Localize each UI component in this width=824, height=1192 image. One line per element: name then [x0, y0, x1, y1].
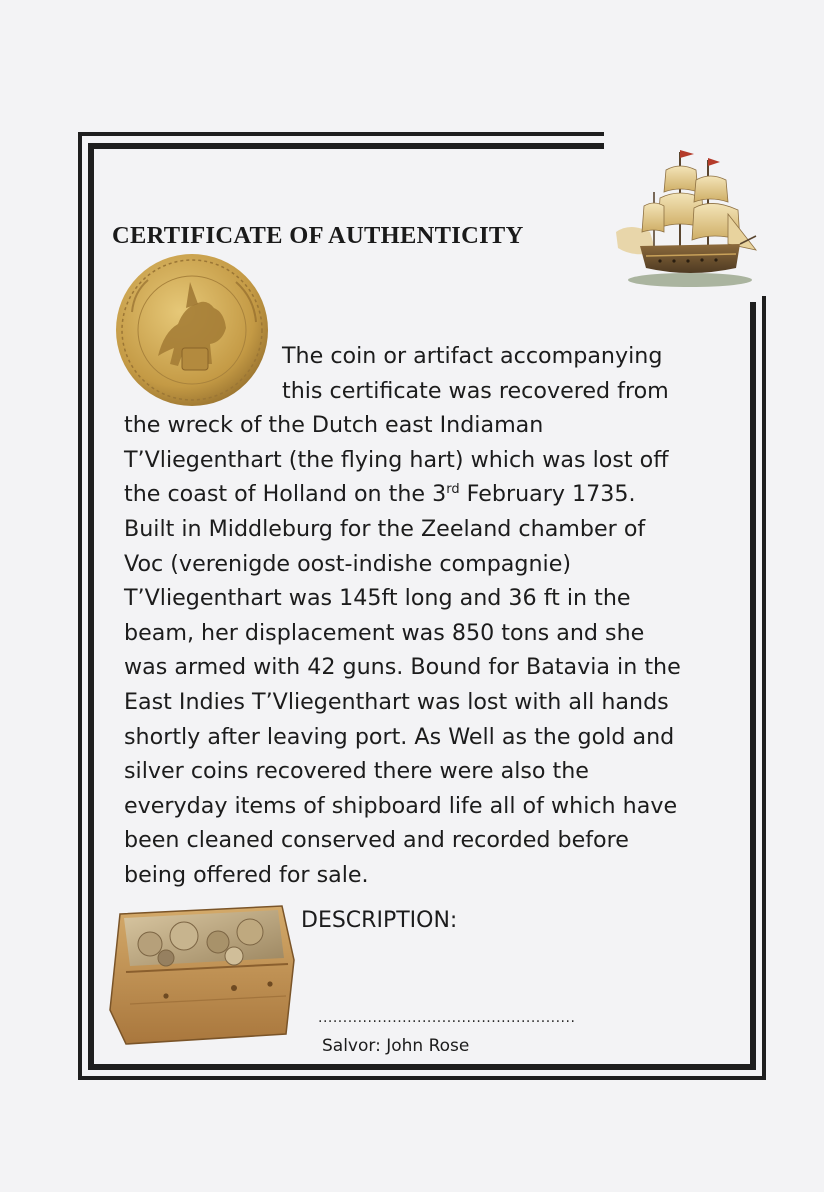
frame-bottom-inner — [88, 1064, 756, 1070]
body-line: The coin or artifact accompanying — [282, 343, 663, 369]
body-line: silver coins recovered there were also the — [124, 758, 589, 785]
body-line: T’Vliegenthart (the flying hart) which was lost off — [124, 446, 669, 473]
frame-top-outer — [80, 132, 604, 136]
galleon-ship-icon — [610, 140, 762, 298]
body-line: everyday items of shipboard life all of which have — [124, 792, 678, 819]
salvor-name: Salvor: John Rose — [322, 1036, 470, 1056]
certificate-body — [124, 339, 724, 893]
body-line: Built in Middleburg for the Zeeland chamber of — [124, 515, 646, 542]
frame-left-inner — [88, 143, 94, 1070]
body-line-date — [124, 477, 724, 512]
date-text: the coast of Holland on the 3 — [124, 481, 447, 508]
treasure-chest-icon — [106, 900, 298, 1046]
signature-line: .................................................... — [318, 1010, 576, 1026]
ordinal-suffix: rd — [446, 482, 460, 498]
body-line: shortly after leaving port. As Well as the gold and — [124, 723, 675, 750]
date-text-tail: February 1735. — [459, 481, 636, 508]
body-line: East Indies T’Vliegenthart was lost with all hands — [124, 688, 669, 715]
body-line: the wreck of the Dutch east Indiaman — [124, 412, 544, 439]
description-label: DESCRIPTION: — [301, 908, 458, 933]
body-line: Voc (verenigde oost-indishe compagnie) — [124, 550, 571, 577]
body-line: beam, her displacement was 850 tons and she — [124, 619, 645, 646]
frame-left-outer — [78, 132, 82, 1080]
body-line: T’Vliegenthart was 145ft long and 36 ft in the — [124, 585, 631, 612]
certificate-title: CERTIFICATE OF AUTHENTICITY — [112, 222, 524, 250]
body-line: being offered for sale. — [124, 861, 369, 888]
frame-right-inner — [750, 302, 756, 1070]
frame-bottom-outer — [78, 1076, 766, 1080]
frame-top-inner — [90, 143, 604, 149]
frame-right-outer — [762, 296, 766, 1080]
body-line: this certificate was recovered from — [282, 377, 669, 404]
body-line: been cleaned conserved and recorded before — [124, 827, 629, 854]
body-line: was armed with 42 guns. Bound for Batavia in the — [124, 654, 681, 681]
